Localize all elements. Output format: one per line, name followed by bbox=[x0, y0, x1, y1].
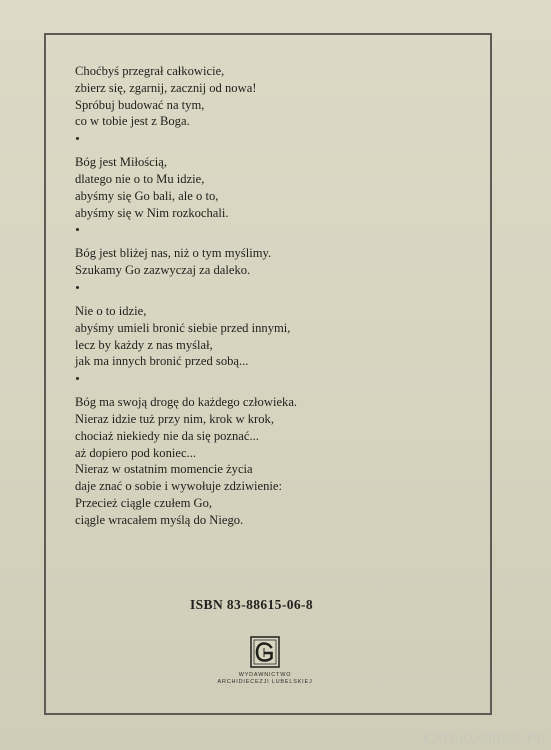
poem-line: jak ma innych bronić przed sobą... bbox=[75, 354, 249, 369]
publisher-block bbox=[200, 636, 330, 686]
poem-line: Bóg jest Miłością, bbox=[75, 155, 167, 170]
bullet-dot-icon bbox=[76, 377, 79, 380]
poem-line: Przecież ciągle czułem Go, bbox=[75, 495, 213, 510]
poem-line: Nie o to idzie, bbox=[75, 303, 147, 318]
stanza-separator bbox=[75, 130, 475, 154]
poem-line: ciągle wracałem myślą do Niego. bbox=[75, 512, 244, 527]
poem-line: Nieraz idzie tuż przy nim, krok w krok, bbox=[75, 411, 274, 426]
poem-line: dlatego nie o to Mu idzie, bbox=[75, 171, 205, 186]
stanza-1 bbox=[75, 63, 475, 130]
poem-line: abyśmy się Go bali, ale o to, bbox=[75, 188, 219, 203]
poem-line: abyśmy umieli bronić siebie przed innymi, bbox=[75, 320, 291, 335]
poem-text bbox=[75, 63, 475, 529]
publisher-g-logo-icon bbox=[250, 636, 280, 668]
poem-line: Nieraz w ostatnim momencie życia bbox=[75, 462, 253, 477]
poem-line: aż dopiero pod koniec... bbox=[75, 445, 196, 460]
poem-line: Bóg jest bliżej nas, niż o tym myślimy. bbox=[75, 246, 272, 261]
stanza-separator bbox=[75, 221, 475, 245]
publisher-line-2: ARCHIDIECEZJI LUBELSKIEJ bbox=[217, 679, 313, 685]
bullet-dot-icon bbox=[76, 137, 79, 140]
poem-line: chociaż niekiedy nie da się poznać... bbox=[75, 428, 259, 443]
poem-line: daje znać o sobie i wywołuje zdziwienie: bbox=[75, 479, 283, 494]
stanza-5 bbox=[75, 394, 475, 528]
poem-line: Choćbyś przegrał całkowicie, bbox=[75, 64, 225, 78]
bullet-dot-icon bbox=[76, 228, 79, 231]
stanza-2 bbox=[75, 154, 475, 221]
poem-line: Spróbuj budować na tym, bbox=[75, 97, 205, 112]
poem-line: lecz by każdy z nas myślał, bbox=[75, 337, 213, 352]
stanza-separator bbox=[75, 279, 475, 303]
poem-line: Szukamy Go zazwyczaj za daleko. bbox=[75, 263, 251, 278]
stanza-separator bbox=[75, 370, 475, 394]
stanza-4 bbox=[75, 303, 475, 370]
bullet-dot-icon bbox=[76, 286, 79, 289]
poem-line: abyśmy się w Nim rozkochali. bbox=[75, 205, 229, 220]
poem-line: Bóg ma swoją drogę do każdego człowieka. bbox=[75, 395, 298, 410]
isbn-number: ISBN 83-88615-06-8 bbox=[190, 597, 314, 612]
publisher-name bbox=[200, 672, 330, 686]
watermark: KATAKUMBUS.PL bbox=[423, 730, 545, 746]
publisher-line-1: WYDAWNICTWO bbox=[238, 672, 292, 678]
poem-line: zbierz się, zgarnij, zacznij od nowa! bbox=[75, 80, 257, 95]
poem-line: co w tobie jest z Boga. bbox=[75, 114, 190, 129]
stanza-3 bbox=[75, 245, 475, 279]
